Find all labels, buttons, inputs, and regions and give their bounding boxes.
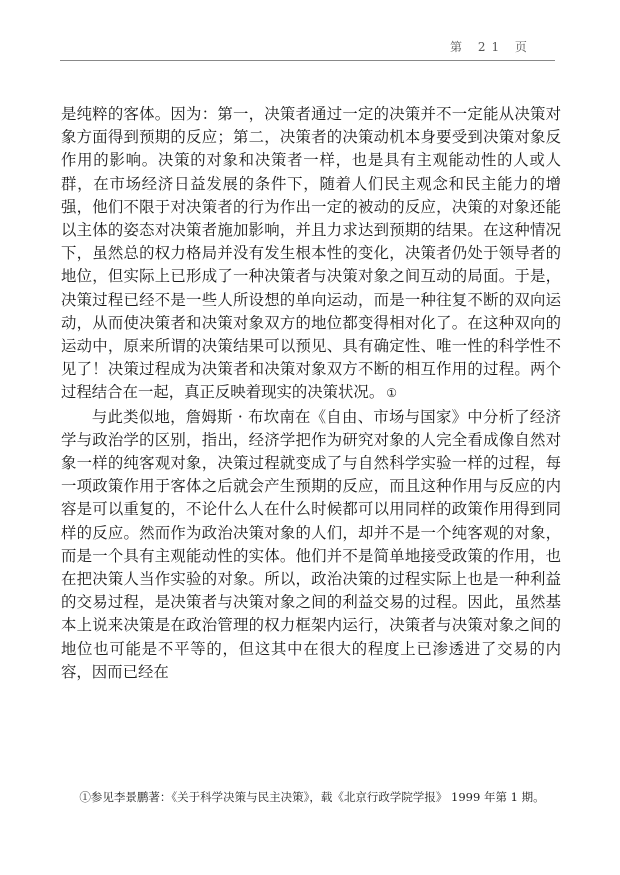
paragraph-1-text: 是纯粹的客体。因为：第一，决策者通过一定的决策并不一定能从决策对象方面得到预期的反应；第二，决策者的决策动机本身要受到决策对象反作用的影响。决策的对象和决策者一样，也是具有主观能动性的人或人群，在市场经济日益发展的条件下，随着人们民主观念和民主能力的增强，他们不限于对决策者的行为作出一定的被动的反应，决策的对象还能以主体的姿态对决策者施加影响，并且力求达到预期的结果。在这种情况下，虽然总的权力格局并没有发生根本性的变化，决策者仍处于领导者的地位，但实际上已形成了一种决策者与决策对象之间互动的局面。于是，决策过程已经不是一些人所设想的单向运动，而是一种往复不断的双向运动，从而使决策者和决策对象双方的地位都变得相对化了。在这种双向的运动中，原来所谓的决策结果可以预见、具有确定性、唯一性的科学性不见了！决策过程成为决策者和决策对象双方不断的相互作用的过程。两个过程结合在一起，真正反映着现实的决策状况。: [61, 105, 561, 402]
main-text: [61, 103, 561, 684]
paragraph-continued: [61, 103, 561, 406]
page-number-header: 第 21 页: [450, 40, 533, 54]
paragraph-buchanan: 与此类似地，詹姆斯 · 布坎南在《自由、市场与国家》中分析了经济学与政治学的区别，指出，经济学把作为研究对象的人完全看成像自然对象一样的纯客观对象，决策过程就变成了与自然科学实验一样的过程，每一项政策作用于客体之后就会产生预期的反应，而且这种作用与反应的内容是可以重复的，不论什么人在什么时候都可以用同样的政策作用得到同样的反应。然而作为政治决策对象的人们，却并不是一个纯客观的对象，而是一个具有主观能动性的实体。他们并不是简单地接受政策的作用，也在把决策人当作实验的对象。所以，政治决策的过程实际上也是一种利益的交易过程，是决策者与决策对象之间的利益交易的过程。因此，虽然基本上说来决策是在政治管理的权力框架内运行，决策者与决策对象之间的地位也可能是不平等的，但这其中在很大的程度上已渗透进了交易的内容，因而已经在: [61, 407, 561, 681]
footnote-marker[interactable]: ①: [386, 386, 397, 401]
footnote: ①参见李景鹏著：《关于科学决策与民主决策》，载《北京行政学院学报》 1999 年第 1 期。: [79, 790, 545, 804]
header-divider: [60, 60, 555, 61]
